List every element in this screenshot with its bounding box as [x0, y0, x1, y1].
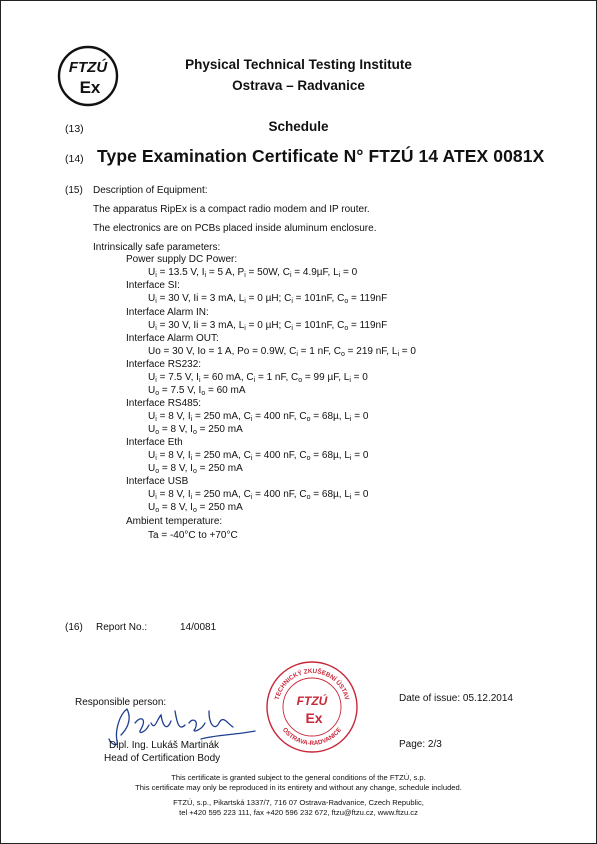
footer-address: FTZÚ, s.p., Pikartská 1337/7, 716 07 Ostrava-Radvanice, Czech Republic, [173, 798, 424, 807]
interface-usb-params-output: $U_o = 8$ V, $I_o = 250$ mA [148, 502, 243, 514]
item-13-number: (13) [65, 123, 84, 135]
interface-alarm-out-heading: Interface Alarm OUT: [126, 333, 219, 344]
footer-conditions: This certificate is granted subject to the general conditions of the FTZÚ, s.p. [171, 773, 426, 782]
institute-location: Ostrava – Radvanice [232, 78, 365, 93]
report-no-label: Report No.: [96, 622, 148, 633]
interface-eth-heading: Interface Eth [126, 437, 183, 448]
power-supply-params: $U_i = 13.5$ V, $I_i = 5$ A, $P_i = 50W$, $C_i = 4.9\mu F$, $L_i = 0$ [148, 267, 358, 279]
interface-rs485-heading: Interface RS485: [126, 398, 202, 409]
description-label: Description of Equipment: [93, 185, 208, 196]
power-supply-heading: Power supply DC Power: [126, 254, 238, 265]
ambient-temperature-heading: Ambient temperature: [126, 516, 223, 527]
svg-text:TECHNICKÝ ZKUŠEBNÍ ÚSTAV: TECHNICKÝ ZKUŠEBNÍ ÚSTAV [273, 667, 351, 701]
date-of-issue: Date of issue: 05.12.2014 [399, 693, 513, 704]
footer-contact: tel +420 595 223 111, fax +420 596 232 672, ftzu@ftzu.cz, www.ftzu.cz [179, 808, 418, 817]
report-no-value: 14/0081 [180, 622, 217, 633]
interface-rs232-params-output: $U_o = 7.5$ V, $I_o = 60$ mA [148, 385, 246, 397]
interface-si-heading: Interface SI: [126, 280, 180, 291]
signatory-role: Head of Certification Body [104, 753, 221, 764]
svg-text:FTZÚ: FTZÚ [296, 694, 328, 708]
params-heading: Intrinsically safe parameters: [93, 242, 221, 253]
description-line-2: The electronics are on PCBs placed inside aluminum enclosure. [93, 223, 377, 234]
institute-name: Physical Technical Testing Institute [185, 57, 412, 72]
item-16-number: (16) [65, 622, 83, 633]
interface-eth-params-output: $U_o = 8$ V, $I_o = 250$ mA [148, 463, 243, 475]
interface-si-params: $U_i = 30$ V, Ii = 3 mA, $L_i = 0$ µH; $C_i = 101nF$, $C_o = 119nF$ [148, 293, 388, 305]
responsible-person-label: Responsible person: [75, 697, 167, 708]
interface-rs485-params-input: $U_i = 8$ V, $I_i = 250$ mA, $C_i = 400$ nF, $C_o = 68\mu$, $L_i = 0$ [148, 411, 369, 423]
interface-usb-heading: Interface USB [126, 476, 189, 487]
ftzu-logo [57, 41, 119, 111]
footer-reproduction: This certificate may only be reproduced in its entirety and without any change, schedule included. [135, 783, 462, 792]
certificate-title: Type Examination Certificate N° FTZÚ 14 ATEX 0081X [97, 146, 545, 166]
svg-text:FTZÚ: FTZÚ [68, 59, 108, 76]
svg-text:OSTRAVA-RADVANICE: OSTRAVA-RADVANICE [280, 726, 344, 748]
interface-rs232-heading: Interface RS232: [126, 359, 202, 370]
interface-alarm-in-params: $U_i = 30$ V, Ii = 3 mA, $L_i = 0$ µH; $C_i = 101nF$, $C_o = 119nF$ [148, 320, 388, 332]
interface-rs232-params-input: $U_i = 7.5$ V, $I_i = 60$ mA, $C_i = 1$ nF, $C_o = 99$ µF, $L_i = 0$ [148, 372, 368, 384]
interface-alarm-out-params: Uo = 30 V, Io = 1 A, Po = 0.9W, $C_i = 1$ nF, $C_o = 219$ nF, $L_i = 0$ [148, 346, 416, 358]
svg-text:Ex: Ex [79, 78, 101, 97]
item-14-number: (14) [65, 153, 84, 165]
interface-rs485-params-output: $U_o = 8$ V, $I_o = 250$ mA [148, 424, 243, 436]
ambient-temperature-value: Ta = -40°C to +70°C [148, 530, 238, 541]
schedule-title: Schedule [268, 119, 329, 134]
svg-text:Ex: Ex [305, 710, 323, 726]
page-number: Page: 2/3 [399, 739, 442, 750]
interface-eth-params-input: $U_i = 8$ V, $I_i = 250$ mA, $C_i = 400$ nF, $C_o = 68\mu$, $L_i = 0$ [148, 450, 369, 462]
interface-alarm-in-heading: Interface Alarm IN: [126, 307, 209, 318]
item-15-number: (15) [65, 185, 83, 196]
interface-usb-params-input: $U_i = 8$ V, $I_i = 250$ mA, $C_i = 400$ nF, $C_o = 68\mu$, $L_i = 0$ [148, 489, 369, 501]
official-stamp [264, 659, 360, 755]
signatory-name: Dipl. Ing. Lukáš Martinák [109, 740, 220, 751]
description-line-1: The apparatus RipEx is a compact radio modem and IP router. [93, 204, 370, 215]
